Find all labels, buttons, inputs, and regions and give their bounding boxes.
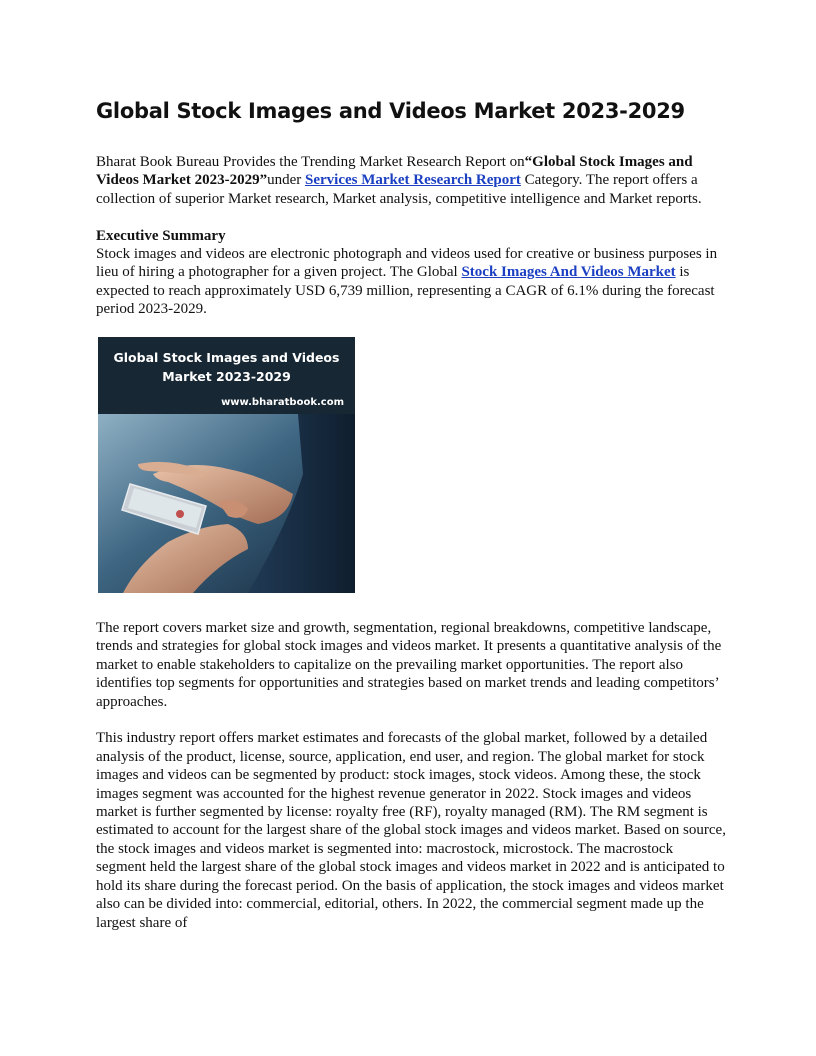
intro-text: Bharat Book Bureau Provides the Trending Market Research Report on (96, 154, 525, 170)
stock-images-market-link[interactable]: Stock Images And Videos Market (461, 264, 676, 281)
summary-text: Stock images and videos are electronic photograph and videos used for creative or business purposes in lieu of hiring a photographer for a given project. The Global (96, 246, 718, 281)
summary-text-rest: is expected to reach approximately USD 6,739 million, representing a CAGR of 6.1% during the forecast period 2023-2029. (96, 264, 715, 318)
services-report-link[interactable]: Services Market Research Report (305, 172, 521, 189)
page-title: Global Stock Images and Videos Market 2023-2029 (96, 99, 685, 123)
segmentation-paragraph: This industry report offers market estimates and forecasts of the global market, followed by a detailed analysis of the product, license, source, application, end user, and region. The global market for stock images and videos can be segmented by product: stock images, stock videos. Among these, the stock images segment was accounted for the highest revenue generator in 2022. Stock images and videos market is further segmented by license: royalty free (RF), royalty managed (RM). The RM segment is estimated to account for the largest share of the global stock images and videos market. Based on source, the stock images and videos market is segmented into: macrostock, microstock. The macrostock segment held the largest share of the global stock images and videos market in 2022 and is anticipated to hold its share during the forecast period. On the basis of application, the stock images and videos market also can be divided into: commercial, editorial, others. In 2022, the commercial segment made up the largest share of (96, 730, 726, 931)
cover-url: www.bharatbook.com (221, 397, 344, 409)
document-page (96, 96, 726, 950)
executive-summary-heading: Executive Summary (96, 227, 226, 244)
intro-paragraph (96, 153, 726, 208)
intro-report-title: “Global Stock Images and Videos Market 2023-2029” (96, 154, 693, 189)
cover-header (98, 337, 355, 414)
executive-summary (96, 227, 726, 319)
intro-text-rest: Category. The report offers a collection of superior Market research, Market analysis, competitive intelligence and Market reports. (96, 172, 702, 207)
intro-text-under: under (267, 172, 305, 189)
report-cover-image (98, 337, 355, 593)
report-coverage-paragraph: The report covers market size and growth, segmentation, regional breakdowns, competitive landscape, trends and strategies for global stock images and videos market. It presents a quantitative analysis of the market to enable stakeholders to capitalize on the prevailing market opportunities. The report also identifies top segments for opportunities and strategies based on market trends and leading competitors’ approaches. (96, 620, 722, 710)
hand-smartphone-photo (98, 414, 355, 593)
cover-title: Global Stock Images and Videos Market 2023-2029 (113, 350, 340, 385)
